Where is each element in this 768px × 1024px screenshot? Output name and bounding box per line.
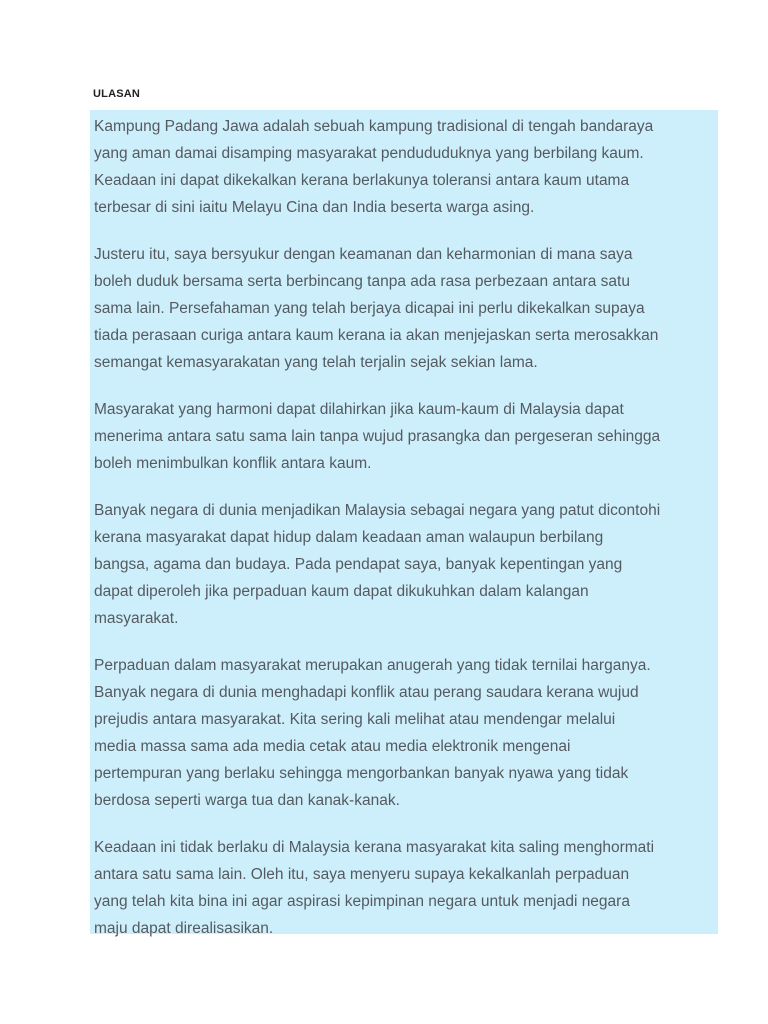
document-heading: ULASAN bbox=[93, 88, 141, 100]
paragraph-line: boleh menimbulkan konflik antara kaum. bbox=[94, 455, 372, 472]
paragraph-2 bbox=[94, 241, 718, 376]
paragraph-line: media massa sama ada media cetak atau media elektronik mengenai bbox=[94, 738, 571, 755]
paragraph-line: antara satu sama lain. Oleh itu, saya menyeru supaya kekalkanlah perpaduan bbox=[94, 866, 630, 883]
paragraph-line: semangat kemasyarakatan yang telah terjalin sejak sekian lama. bbox=[94, 354, 538, 371]
paragraph-line: terbesar di sini iaitu Melayu Cina dan India beserta warga asing. bbox=[94, 199, 535, 216]
paragraph-line: Kampung Padang Jawa adalah sebuah kampung tradisional di tengah bandaraya bbox=[94, 118, 654, 135]
paragraph-line: bangsa, agama dan budaya. Pada pendapat saya, banyak kepentingan yang bbox=[94, 556, 623, 573]
paragraph-6 bbox=[94, 834, 718, 942]
paragraph-line: maju dapat direalisasikan. bbox=[94, 920, 274, 937]
highlighted-text-block bbox=[90, 110, 718, 937]
paragraph-line: pertempuran yang berlaku sehingga mengorbankan banyak nyawa yang tidak bbox=[94, 765, 629, 782]
paragraph-line: Banyak negara di dunia menjadikan Malaysia sebagai negara yang patut dicontohi bbox=[94, 502, 661, 519]
paragraph-line: berdosa seperti warga tua dan kanak-kanak. bbox=[94, 792, 400, 809]
paragraph-line: Masyarakat yang harmoni dapat dilahirkan jika kaum-kaum di Malaysia dapat bbox=[94, 401, 624, 418]
paragraph-3 bbox=[94, 396, 718, 477]
paragraph-1 bbox=[94, 113, 718, 221]
paragraph-line: yang aman damai disamping masyarakat pendududuknya yang berbilang kaum. bbox=[94, 145, 644, 162]
paragraph-line: masyarakat. bbox=[94, 610, 179, 627]
paragraph-line: Perpaduan dalam masyarakat merupakan anugerah yang tidak ternilai harganya. bbox=[94, 657, 651, 674]
paragraph-line: Keadaan ini tidak berlaku di Malaysia kerana masyarakat kita saling menghormati bbox=[94, 839, 655, 856]
paragraph-line: Keadaan ini dapat dikekalkan kerana berlakunya toleransi antara kaum utama bbox=[94, 172, 630, 189]
paragraph-line: dapat diperoleh jika perpaduan kaum dapat dikukuhkan dalam kalangan bbox=[94, 583, 589, 600]
paragraph-line: Banyak negara di dunia menghadapi konflik atau perang saudara kerana wujud bbox=[94, 684, 639, 701]
paragraph-line: Justeru itu, saya bersyukur dengan keamanan dan keharmonian di mana saya bbox=[94, 246, 633, 263]
paragraph-line: tiada perasaan curiga antara kaum kerana ia akan menjejaskan serta merosakkan bbox=[94, 327, 659, 344]
paragraph-5 bbox=[94, 652, 718, 814]
paragraph-line: sama lain. Persefahaman yang telah berjaya dicapai ini perlu dikekalkan supaya bbox=[94, 300, 645, 317]
paragraph-line: kerana masyarakat dapat hidup dalam keadaan aman walaupun berbilang bbox=[94, 529, 604, 546]
paragraph-line: boleh duduk bersama serta berbincang tanpa ada rasa perbezaan antara satu bbox=[94, 273, 630, 290]
paragraph-line: prejudis antara masyarakat. Kita sering kali melihat atau mendengar melalui bbox=[94, 711, 616, 728]
paragraph-line: menerima antara satu sama lain tanpa wujud prasangka dan pergeseran sehingga bbox=[94, 428, 661, 445]
paragraph-4 bbox=[94, 497, 718, 632]
paragraph-line: yang telah kita bina ini agar aspirasi kepimpinan negara untuk menjadi negara bbox=[94, 893, 630, 910]
